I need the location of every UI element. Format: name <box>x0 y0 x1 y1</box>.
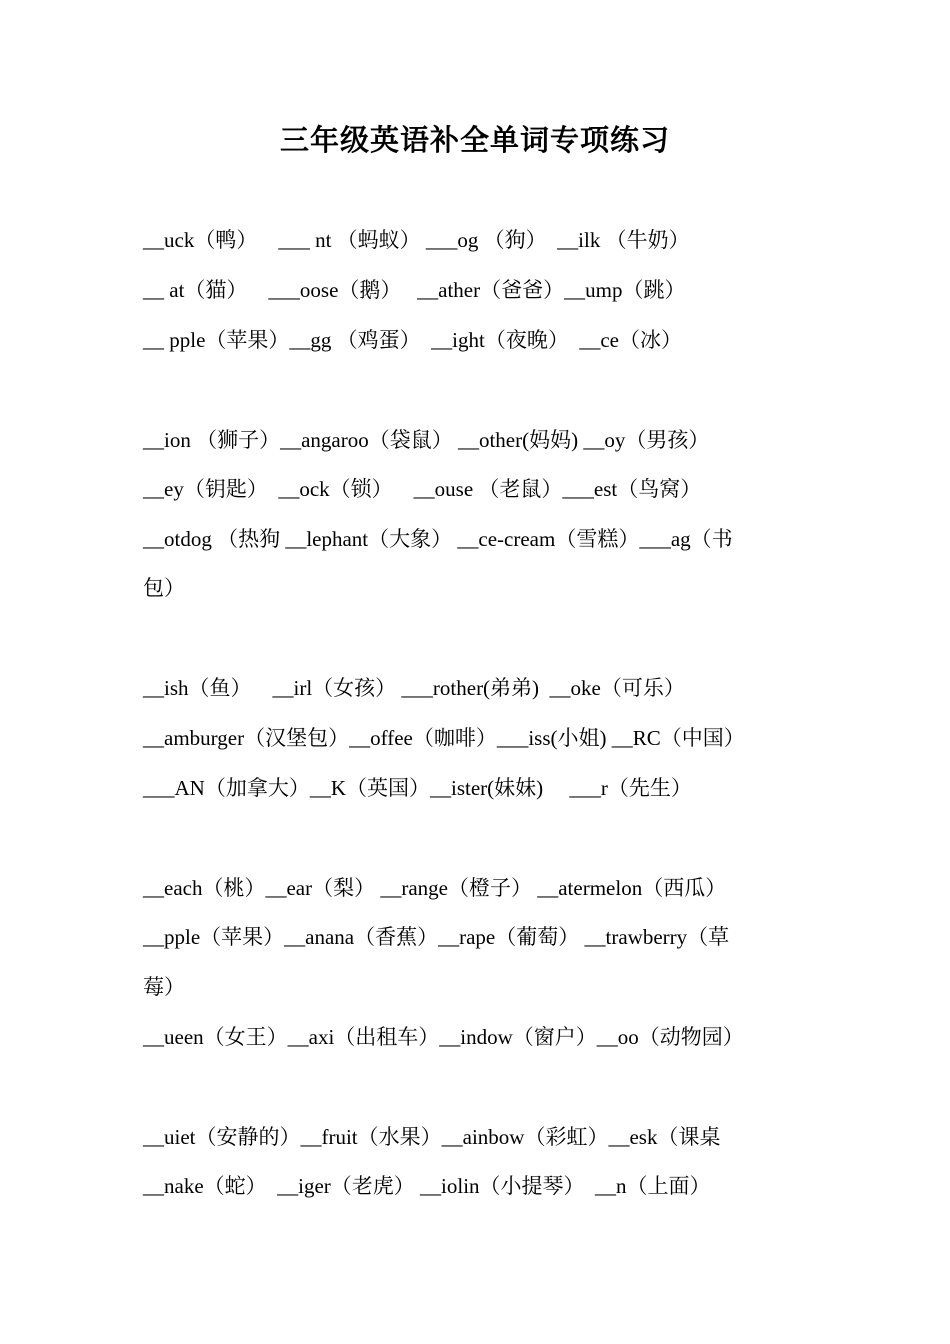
exercise-line: __otdog （热狗 __lephant（大象） __ce-cream（雪糕）___ag（书 <box>143 527 733 551</box>
exercise-line: 莓） <box>143 975 185 999</box>
exercise-line: __uck（鸭） ___ nt （蚂蚁） ___og （狗） __ilk （牛奶） <box>143 228 690 252</box>
exercise-line: 包） <box>143 576 185 600</box>
exercise-line: __ at（猫） ___oose（鹅） __ather（爸爸）__ump（跳） <box>143 278 686 302</box>
exercise-line: ___AN（加拿大）__K（英国）__ister(妹妹) ___r（先生） <box>143 776 692 800</box>
exercise-line: __ey（钥匙） __ock（锁） __ouse （老鼠）___est（鸟窝） <box>143 477 702 501</box>
exercise-line: __ pple（苹果）__gg （鸡蛋） __ight（夜晚） __ce（冰） <box>143 328 682 352</box>
exercise-line: __each（桃）__ear（梨） __range（橙子） __atermelon（西瓜） <box>143 876 727 900</box>
page-title: 三年级英语补全单词专项练习 <box>279 123 670 157</box>
exercise-line: __ish（鱼） __irl（女孩） ___rother(弟弟) __oke（可乐） <box>143 676 685 700</box>
exercise-line: __uiet（安静的）__fruit（水果）__ainbow（彩虹）__esk（课桌 <box>143 1125 721 1149</box>
exercise-line: __nake（蛇） __iger（老虎） __iolin（小提琴） __n（上面） <box>143 1174 711 1198</box>
exercise-line: __ueen（女王）__axi（出租车）__indow（窗户）__oo（动物园） <box>143 1025 744 1049</box>
exercise-line: __amburger（汉堡包）__offee（咖啡）___iss(小姐) __RC（中国） <box>143 726 745 750</box>
exercise-line: __pple（苹果）__anana（香蕉）__rape（葡萄） __trawberry（草 <box>143 925 730 949</box>
exercise-line: __ion （狮子）__angaroo（袋鼠） __other(妈妈) __oy（男孩） <box>143 428 710 452</box>
